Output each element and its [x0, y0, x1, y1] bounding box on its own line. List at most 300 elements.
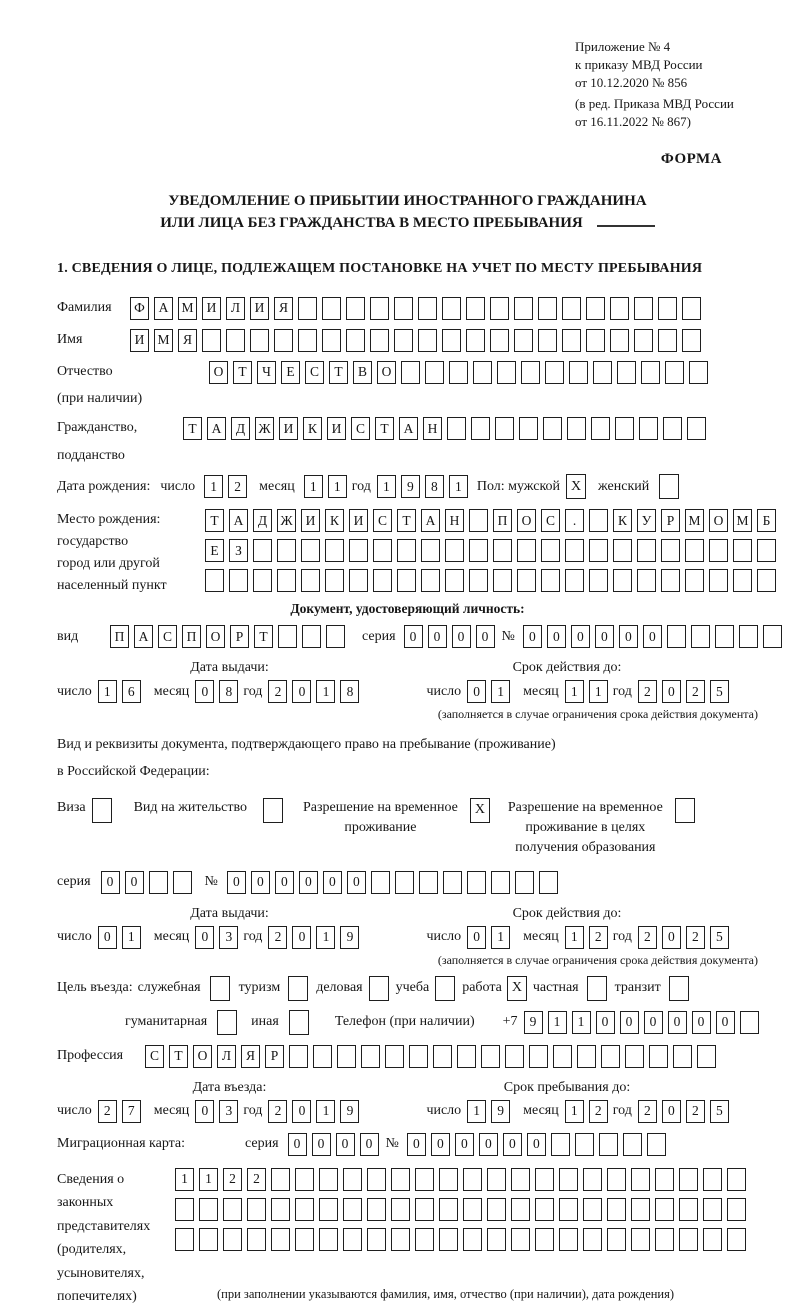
form-cell[interactable]: 0: [527, 1133, 546, 1156]
form-cell[interactable]: Д: [253, 509, 272, 532]
form-cell[interactable]: 1: [199, 1168, 218, 1191]
form-cell[interactable]: Т: [254, 625, 273, 648]
form-cell[interactable]: С: [158, 625, 177, 648]
form-cell[interactable]: Т: [205, 509, 224, 532]
purpose-work-checkbox[interactable]: X: [507, 976, 527, 1001]
form-cell[interactable]: [302, 625, 321, 648]
form-cell[interactable]: [271, 1228, 290, 1251]
form-cell[interactable]: 5: [710, 680, 729, 703]
form-cell[interactable]: [577, 1045, 596, 1068]
form-cell[interactable]: [415, 1198, 434, 1221]
form-cell[interactable]: 0: [312, 1133, 331, 1156]
form-cell[interactable]: О: [517, 509, 536, 532]
form-cell[interactable]: 2: [589, 926, 608, 949]
form-cell[interactable]: [610, 297, 629, 320]
form-cell[interactable]: И: [327, 417, 346, 440]
form-cell[interactable]: 0: [467, 926, 486, 949]
form-cell[interactable]: [679, 1198, 698, 1221]
form-cell[interactable]: [223, 1198, 242, 1221]
form-cell[interactable]: 1: [565, 1100, 584, 1123]
form-cell[interactable]: [481, 1045, 500, 1068]
form-cell[interactable]: [295, 1228, 314, 1251]
form-cell[interactable]: 0: [662, 680, 681, 703]
form-cell[interactable]: [567, 417, 586, 440]
form-cell[interactable]: [740, 1011, 759, 1034]
form-cell[interactable]: [637, 569, 656, 592]
form-cell[interactable]: [655, 1198, 674, 1221]
form-cell[interactable]: 2: [686, 1100, 705, 1123]
form-cell[interactable]: Я: [178, 329, 197, 352]
form-cell[interactable]: [401, 361, 420, 384]
form-cell[interactable]: 0: [595, 625, 614, 648]
form-cell[interactable]: М: [685, 509, 704, 532]
form-cell[interactable]: А: [399, 417, 418, 440]
form-cell[interactable]: [394, 297, 413, 320]
form-cell[interactable]: [421, 539, 440, 562]
form-cell[interactable]: [727, 1168, 746, 1191]
form-cell[interactable]: 0: [288, 1133, 307, 1156]
form-cell[interactable]: 1: [328, 475, 347, 498]
form-cell[interactable]: Р: [265, 1045, 284, 1068]
form-cell[interactable]: [517, 569, 536, 592]
form-cell[interactable]: 2: [223, 1168, 242, 1191]
form-cell[interactable]: [469, 539, 488, 562]
form-cell[interactable]: 1: [548, 1011, 567, 1034]
form-cell[interactable]: [589, 569, 608, 592]
form-cell[interactable]: [565, 539, 584, 562]
form-cell[interactable]: [763, 625, 782, 648]
form-cell[interactable]: 2: [638, 926, 657, 949]
form-cell[interactable]: [490, 329, 509, 352]
form-cell[interactable]: [442, 329, 461, 352]
form-cell[interactable]: [733, 569, 752, 592]
form-cell[interactable]: [343, 1168, 362, 1191]
form-cell[interactable]: [559, 1168, 578, 1191]
form-cell[interactable]: 8: [219, 680, 238, 703]
form-cell[interactable]: [709, 539, 728, 562]
form-cell[interactable]: [591, 417, 610, 440]
form-cell[interactable]: [385, 1045, 404, 1068]
form-cell[interactable]: 5: [710, 1100, 729, 1123]
form-cell[interactable]: 0: [619, 625, 638, 648]
form-cell[interactable]: [313, 1045, 332, 1068]
form-cell[interactable]: [487, 1168, 506, 1191]
form-cell[interactable]: 0: [323, 871, 342, 894]
form-cell[interactable]: 1: [377, 475, 396, 498]
form-cell[interactable]: Р: [661, 509, 680, 532]
form-cell[interactable]: О: [209, 361, 228, 384]
form-cell[interactable]: [271, 1198, 290, 1221]
form-cell[interactable]: [517, 539, 536, 562]
form-cell[interactable]: 2: [638, 1100, 657, 1123]
form-cell[interactable]: С: [373, 509, 392, 532]
form-cell[interactable]: [343, 1228, 362, 1251]
option-temp-residence-checkbox[interactable]: X: [470, 798, 490, 823]
form-cell[interactable]: [739, 625, 758, 648]
form-cell[interactable]: [691, 625, 710, 648]
form-cell[interactable]: [301, 539, 320, 562]
form-cell[interactable]: [575, 1133, 594, 1156]
form-cell[interactable]: [519, 417, 538, 440]
form-cell[interactable]: С: [145, 1045, 164, 1068]
form-cell[interactable]: 0: [299, 871, 318, 894]
purpose-private-checkbox[interactable]: [587, 976, 607, 1001]
form-cell[interactable]: [415, 1228, 434, 1251]
form-cell[interactable]: О: [377, 361, 396, 384]
form-cell[interactable]: [589, 509, 608, 532]
form-cell[interactable]: [274, 329, 293, 352]
form-cell[interactable]: 1: [572, 1011, 591, 1034]
form-cell[interactable]: [709, 569, 728, 592]
form-cell[interactable]: 2: [638, 680, 657, 703]
form-cell[interactable]: [511, 1228, 530, 1251]
form-cell[interactable]: [439, 1198, 458, 1221]
form-cell[interactable]: О: [193, 1045, 212, 1068]
form-cell[interactable]: 1: [491, 680, 510, 703]
form-cell[interactable]: И: [279, 417, 298, 440]
form-cell[interactable]: 0: [596, 1011, 615, 1034]
purpose-humanitarian-checkbox[interactable]: [217, 1010, 237, 1035]
form-cell[interactable]: [631, 1168, 650, 1191]
form-cell[interactable]: [703, 1228, 722, 1251]
form-cell[interactable]: 0: [716, 1011, 735, 1034]
form-cell[interactable]: 0: [479, 1133, 498, 1156]
form-cell[interactable]: [529, 1045, 548, 1068]
form-cell[interactable]: [497, 361, 516, 384]
form-cell[interactable]: [349, 569, 368, 592]
form-cell[interactable]: [607, 1228, 626, 1251]
form-cell[interactable]: [586, 329, 605, 352]
option-residence-permit-checkbox[interactable]: [263, 798, 283, 823]
form-cell[interactable]: [641, 361, 660, 384]
form-cell[interactable]: [733, 539, 752, 562]
form-cell[interactable]: [631, 1198, 650, 1221]
form-cell[interactable]: [539, 871, 558, 894]
form-cell[interactable]: 0: [644, 1011, 663, 1034]
form-cell[interactable]: [562, 297, 581, 320]
form-cell[interactable]: 0: [407, 1133, 426, 1156]
form-cell[interactable]: 1: [491, 926, 510, 949]
form-cell[interactable]: Т: [375, 417, 394, 440]
form-cell[interactable]: [617, 361, 636, 384]
form-cell[interactable]: [370, 297, 389, 320]
form-cell[interactable]: 9: [340, 926, 359, 949]
form-cell[interactable]: [295, 1168, 314, 1191]
form-cell[interactable]: [697, 1045, 716, 1068]
form-cell[interactable]: 2: [228, 475, 247, 498]
form-cell[interactable]: 0: [292, 1100, 311, 1123]
form-cell[interactable]: [661, 569, 680, 592]
sex-male-checkbox[interactable]: X: [566, 474, 586, 499]
form-cell[interactable]: [631, 1228, 650, 1251]
form-cell[interactable]: [663, 417, 682, 440]
form-cell[interactable]: А: [229, 509, 248, 532]
form-cell[interactable]: Н: [423, 417, 442, 440]
form-cell[interactable]: [343, 1198, 362, 1221]
form-cell[interactable]: И: [130, 329, 149, 352]
form-cell[interactable]: [418, 297, 437, 320]
form-cell[interactable]: [469, 509, 488, 532]
form-cell[interactable]: [463, 1198, 482, 1221]
form-cell[interactable]: [149, 871, 168, 894]
form-cell[interactable]: [655, 1228, 674, 1251]
form-cell[interactable]: 0: [571, 625, 590, 648]
form-cell[interactable]: [278, 625, 297, 648]
form-cell[interactable]: [493, 569, 512, 592]
form-cell[interactable]: К: [613, 509, 632, 532]
form-cell[interactable]: 1: [589, 680, 608, 703]
form-cell[interactable]: [521, 361, 540, 384]
form-cell[interactable]: [553, 1045, 572, 1068]
form-cell[interactable]: [583, 1168, 602, 1191]
form-cell[interactable]: [445, 569, 464, 592]
form-cell[interactable]: Т: [183, 417, 202, 440]
form-cell[interactable]: [466, 297, 485, 320]
form-cell[interactable]: [361, 1045, 380, 1068]
form-cell[interactable]: Е: [205, 539, 224, 562]
form-cell[interactable]: [322, 329, 341, 352]
form-cell[interactable]: 0: [195, 680, 214, 703]
option-temp-residence-edu-checkbox[interactable]: [675, 798, 695, 823]
form-cell[interactable]: [466, 329, 485, 352]
form-cell[interactable]: 1: [122, 926, 141, 949]
form-cell[interactable]: 1: [204, 475, 223, 498]
form-cell[interactable]: К: [325, 509, 344, 532]
form-cell[interactable]: 0: [101, 871, 120, 894]
purpose-transit-checkbox[interactable]: [669, 976, 689, 1001]
form-cell[interactable]: 0: [347, 871, 366, 894]
form-cell[interactable]: [298, 297, 317, 320]
form-cell[interactable]: [301, 569, 320, 592]
form-cell[interactable]: [346, 329, 365, 352]
form-cell[interactable]: 0: [467, 680, 486, 703]
form-cell[interactable]: [703, 1198, 722, 1221]
form-cell[interactable]: [199, 1198, 218, 1221]
form-cell[interactable]: Т: [397, 509, 416, 532]
form-cell[interactable]: 7: [122, 1100, 141, 1123]
form-cell[interactable]: [639, 417, 658, 440]
form-cell[interactable]: [685, 539, 704, 562]
form-cell[interactable]: [175, 1198, 194, 1221]
form-cell[interactable]: 0: [336, 1133, 355, 1156]
form-cell[interactable]: Ж: [277, 509, 296, 532]
form-cell[interactable]: [610, 329, 629, 352]
form-cell[interactable]: [703, 1168, 722, 1191]
form-cell[interactable]: [487, 1198, 506, 1221]
form-cell[interactable]: [202, 329, 221, 352]
form-cell[interactable]: 6: [122, 680, 141, 703]
form-cell[interactable]: Ф: [130, 297, 149, 320]
form-cell[interactable]: [337, 1045, 356, 1068]
form-cell[interactable]: [250, 329, 269, 352]
form-cell[interactable]: [682, 297, 701, 320]
form-cell[interactable]: [277, 569, 296, 592]
form-cell[interactable]: [493, 539, 512, 562]
form-cell[interactable]: [325, 569, 344, 592]
form-cell[interactable]: [538, 329, 557, 352]
form-cell[interactable]: [583, 1228, 602, 1251]
form-cell[interactable]: [685, 569, 704, 592]
form-cell[interactable]: 0: [195, 926, 214, 949]
form-cell[interactable]: 1: [316, 680, 335, 703]
form-cell[interactable]: А: [154, 297, 173, 320]
form-cell[interactable]: 1: [449, 475, 468, 498]
form-cell[interactable]: 9: [340, 1100, 359, 1123]
form-cell[interactable]: 2: [268, 1100, 287, 1123]
purpose-tourism-checkbox[interactable]: [288, 976, 308, 1001]
form-cell[interactable]: 5: [710, 926, 729, 949]
sex-female-checkbox[interactable]: [659, 474, 679, 499]
form-cell[interactable]: [625, 1045, 644, 1068]
form-cell[interactable]: Ч: [257, 361, 276, 384]
form-cell[interactable]: [442, 297, 461, 320]
form-cell[interactable]: [367, 1198, 386, 1221]
form-cell[interactable]: [649, 1045, 668, 1068]
form-cell[interactable]: 0: [523, 625, 542, 648]
form-cell[interactable]: [757, 539, 776, 562]
form-cell[interactable]: [370, 329, 389, 352]
form-cell[interactable]: [551, 1133, 570, 1156]
form-cell[interactable]: 1: [565, 680, 584, 703]
form-cell[interactable]: [661, 539, 680, 562]
form-cell[interactable]: [715, 625, 734, 648]
form-cell[interactable]: 0: [452, 625, 471, 648]
form-cell[interactable]: 0: [503, 1133, 522, 1156]
form-cell[interactable]: [373, 539, 392, 562]
form-cell[interactable]: А: [421, 509, 440, 532]
form-cell[interactable]: [538, 297, 557, 320]
form-cell[interactable]: З: [229, 539, 248, 562]
form-cell[interactable]: О: [709, 509, 728, 532]
form-cell[interactable]: Л: [226, 297, 245, 320]
form-cell[interactable]: Д: [231, 417, 250, 440]
form-cell[interactable]: 1: [175, 1168, 194, 1191]
form-cell[interactable]: 9: [491, 1100, 510, 1123]
form-cell[interactable]: К: [303, 417, 322, 440]
form-cell[interactable]: 0: [692, 1011, 711, 1034]
form-cell[interactable]: [367, 1168, 386, 1191]
form-cell[interactable]: 0: [292, 680, 311, 703]
form-cell[interactable]: [515, 871, 534, 894]
form-cell[interactable]: [319, 1168, 338, 1191]
purpose-other-checkbox[interactable]: [289, 1010, 309, 1035]
form-cell[interactable]: П: [110, 625, 129, 648]
form-cell[interactable]: С: [541, 509, 560, 532]
form-cell[interactable]: [535, 1228, 554, 1251]
form-cell[interactable]: [613, 569, 632, 592]
form-cell[interactable]: [667, 625, 686, 648]
form-cell[interactable]: 1: [565, 926, 584, 949]
form-cell[interactable]: [418, 329, 437, 352]
purpose-study-checkbox[interactable]: [435, 976, 455, 1001]
form-cell[interactable]: .: [565, 509, 584, 532]
form-cell[interactable]: [397, 569, 416, 592]
form-cell[interactable]: И: [202, 297, 221, 320]
form-cell[interactable]: [247, 1228, 266, 1251]
form-cell[interactable]: А: [207, 417, 226, 440]
form-cell[interactable]: [199, 1228, 218, 1251]
form-cell[interactable]: [443, 871, 462, 894]
purpose-official-checkbox[interactable]: [210, 976, 230, 1001]
form-cell[interactable]: [463, 1168, 482, 1191]
form-cell[interactable]: 2: [686, 926, 705, 949]
form-cell[interactable]: [394, 329, 413, 352]
form-cell[interactable]: [445, 539, 464, 562]
form-cell[interactable]: 9: [524, 1011, 543, 1034]
form-cell[interactable]: 0: [547, 625, 566, 648]
form-cell[interactable]: Я: [274, 297, 293, 320]
form-cell[interactable]: [325, 539, 344, 562]
form-cell[interactable]: И: [349, 509, 368, 532]
form-cell[interactable]: [346, 297, 365, 320]
form-cell[interactable]: [623, 1133, 642, 1156]
form-cell[interactable]: Р: [230, 625, 249, 648]
form-cell[interactable]: [391, 1168, 410, 1191]
form-cell[interactable]: Я: [241, 1045, 260, 1068]
form-cell[interactable]: Т: [329, 361, 348, 384]
form-cell[interactable]: [491, 871, 510, 894]
form-cell[interactable]: [439, 1228, 458, 1251]
form-cell[interactable]: [665, 361, 684, 384]
form-cell[interactable]: 0: [275, 871, 294, 894]
form-cell[interactable]: 0: [431, 1133, 450, 1156]
form-cell[interactable]: [319, 1228, 338, 1251]
form-cell[interactable]: [175, 1228, 194, 1251]
form-cell[interactable]: [586, 297, 605, 320]
form-cell[interactable]: 1: [467, 1100, 486, 1123]
form-cell[interactable]: Л: [217, 1045, 236, 1068]
form-cell[interactable]: [613, 539, 632, 562]
form-cell[interactable]: 2: [98, 1100, 117, 1123]
form-cell[interactable]: [679, 1228, 698, 1251]
form-cell[interactable]: 0: [643, 625, 662, 648]
form-cell[interactable]: 0: [662, 926, 681, 949]
form-cell[interactable]: [391, 1228, 410, 1251]
form-cell[interactable]: [583, 1198, 602, 1221]
form-cell[interactable]: [599, 1133, 618, 1156]
form-cell[interactable]: 1: [316, 1100, 335, 1123]
form-cell[interactable]: [439, 1168, 458, 1191]
form-cell[interactable]: [514, 297, 533, 320]
form-cell[interactable]: 2: [268, 926, 287, 949]
form-cell[interactable]: [601, 1045, 620, 1068]
form-cell[interactable]: 0: [428, 625, 447, 648]
form-cell[interactable]: [589, 539, 608, 562]
form-cell[interactable]: 0: [668, 1011, 687, 1034]
form-cell[interactable]: В: [353, 361, 372, 384]
form-cell[interactable]: [229, 569, 248, 592]
form-cell[interactable]: 2: [686, 680, 705, 703]
form-cell[interactable]: [511, 1198, 530, 1221]
form-cell[interactable]: [569, 361, 588, 384]
form-cell[interactable]: П: [182, 625, 201, 648]
form-cell[interactable]: [205, 569, 224, 592]
form-cell[interactable]: М: [733, 509, 752, 532]
form-cell[interactable]: [607, 1198, 626, 1221]
form-cell[interactable]: [543, 417, 562, 440]
form-cell[interactable]: 9: [401, 475, 420, 498]
form-cell[interactable]: [419, 871, 438, 894]
form-cell[interactable]: [447, 417, 466, 440]
form-cell[interactable]: П: [493, 509, 512, 532]
form-cell[interactable]: [295, 1198, 314, 1221]
form-cell[interactable]: М: [154, 329, 173, 352]
form-cell[interactable]: 0: [404, 625, 423, 648]
form-cell[interactable]: [565, 569, 584, 592]
form-cell[interactable]: [469, 569, 488, 592]
form-cell[interactable]: [757, 569, 776, 592]
form-cell[interactable]: [322, 297, 341, 320]
